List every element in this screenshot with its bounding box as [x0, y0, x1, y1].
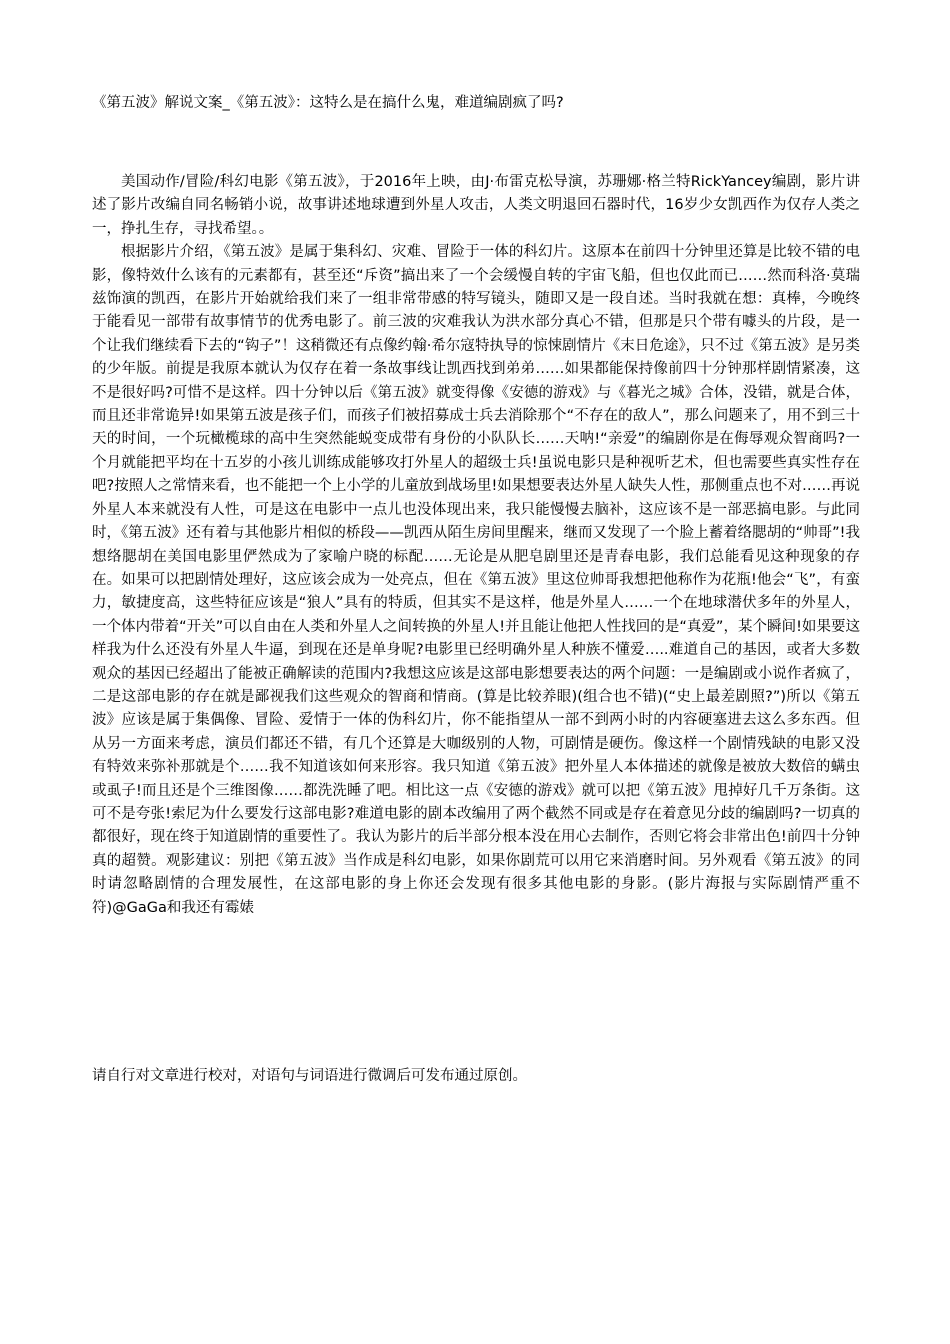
paragraph-review: 根据影片介绍，《第五波》是属于集科幻、灾难、冒险于一体的科幻片。这原本在前四十分钟里还算是比较不错的电影，像特效什么该有的元素都有，甚至还“斥资”搞出来了一个会缓慢自转的宇宙飞船，但也仅此而已……然而科洛·莫瑞兹饰演的凯西，在影片开始就给我们来了一组非常带感的特写镜头，随即又是一段自述。当时我就在想：真棒，今晚终于能看见一部带有故事情节的优秀电影了。前三波的灾难我认为洪水部分真心不错，但那是只个带有噱头的片段，是一个让我们继续看下去的“钩子”！这稍微还有点像约翰·希尔寇特执导的惊悚剧情片《末日危途》，只不过《第五波》是另类的少年版。前提是我原本就认为仅存在着一条故事线让凯西找到弟弟……如果都能保持像前四十分钟那样剧情紧凑，这不是很好吗?可惜不是这样。四十分钟以后《第五波》就变得像《安德的游戏》与《暮光之城》合体，没错，就是合体，而且还非常诡异!如果第五波是孩子们，而孩子们被招募成士兵去消除那个“不存在的敌人”，那么问题来了，用不到三十天的时间，一个玩橄榄球的高中生突然能蜕变成带有身份的小队队长……天呐!“亲爱”的编剧你是在侮辱观众智商吗?一个月就能把平均在十五岁的小孩儿训练成能够攻打外星人的超级士兵!虽说电影只是种视听艺术，但也需要些真实性存在吧?按照人之常情来看，也不能把一个上小学的儿童放到战场里!如果想要表达外星人缺失人性，那侧重点也不对……再说外星人本来就没有人性，可是这在电影中一点儿也没体现出来，我只能慢慢去脑补，这应该不是一部恶搞电影。与此同时，《第五波》还有着与其他影片相似的桥段——凯西从陌生房间里醒来，继而又发现了一个脸上蓄着络腮胡的“帅哥”!我想络腮胡在美国电影里俨然成为了家喻户晓的标配……无论是从肥皂剧里还是青春电影，我们总能看见这种现象的存在。如果可以把剧情处理好，这应该会成为一处亮点，但在《第五波》里这位帅哥我想把他称作为花瓶!他会“飞”，有蛮力，敏捷度高，这些特征应该是“狼人”具有的特质，但其实不是这样，他是外星人……一个在地球潜伏多年的外星人，一个体内带着“开关”可以自由在人类和外星人之间转换的外星人!并且能让他把人性找回的是“真爱”，某个瞬间!如果要这样我为什么还没有外星人牛逼，到现在还是单身呢?电影里已经明确外星人种族不懂爱…..难道自己的基因，或者大多数观众的基因已经超出了能被正确解读的范围内?我想这应该是这部电影想要表达的两个问题：一是编剧或小说作者疯了，二是这部电影的存在就是鄙视我们这些观众的智商和情商。(算是比较养眼)(组合也不错)(“史上最差剧照?”)所以《第五波》应该是属于集偶像、冒险、爱情于一体的伪科幻片，你不能指望从一部不到两小时的内容硬塞进去这么多东西。但从另一方面来考虑，演员们都还不错，有几个还算是大咖级别的人物，可剧情是硬伤。像这样一个剧情残缺的电影又没有特效来弥补那就是个……我不知道该如何来形容。我只知道《第五波》把外星人本体描述的就像是被放大数倍的螨虫或虱子!而且还是个三维图像……都洗洗睡了吧。相比这一点《安德的游戏》就可以把《第五波》甩掉好几千万条街。这可不是夸张!索尼为什么要发行这部电影?难道电影的剧本改编用了两个截然不同或是存在着意见分歧的编剧吗?一切真的都很好，现在终于知道剧情的重要性了。我认为影片的后半部分根本没在用心去制作，否则它将会非常出色!前四十分钟真的超赞。观影建议：别把《第五波》当作成是科幻电影，如果你剧荒可以用它来消磨时间。另外观看《第五波》的同时请忽略剧情的合理发展性，在这部电影的身上你还会发现有很多其他电影的身影。(影片海报与实际剧情严重不符)@GaGa和我还有霉婊: [92, 244, 860, 916]
paragraph-intro: 美国动作/冒险/科幻电影《第五波》，于2016年上映，由J·布雷克松导演，苏珊娜·格兰特RickYancey编剧，影片讲述了影片改编自同名畅销小说，故事讲述地球遭到外星人攻击，人类文明退回石器时代，16岁少女凯西作为仅存人类之一，挣扎生存，寻找希望。。: [92, 174, 860, 237]
document-body: [92, 171, 860, 920]
document-title: 《第五波》解说文案_《第五波》：这特么是在搞什么鬼，难道编剧疯了吗?: [92, 95, 564, 111]
document-footer-note: 请自行对文章进行校对，对语句与词语进行微调后可发布通过原创。: [92, 1068, 527, 1084]
